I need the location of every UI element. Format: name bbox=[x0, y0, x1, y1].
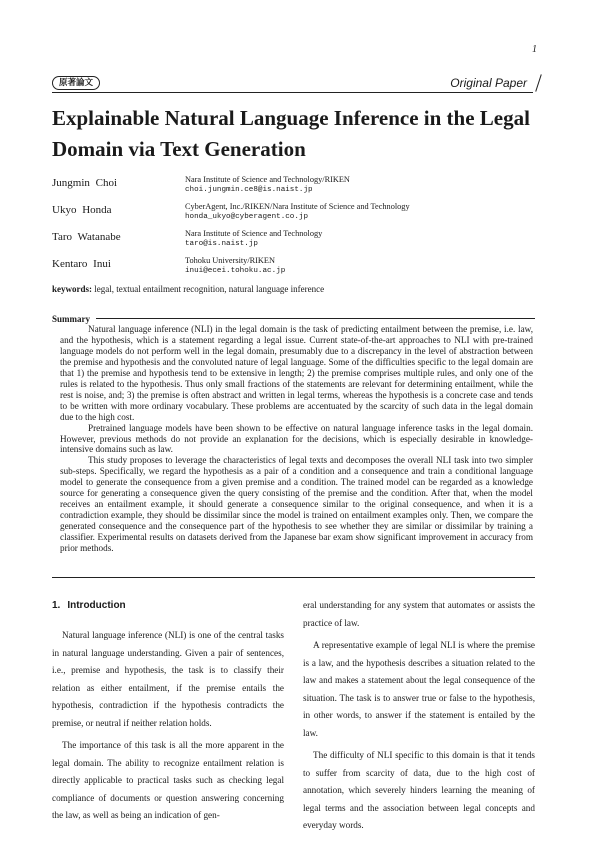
body-paragraph: The difficulty of NLI specific to this domain is that it tends to suffer from scarcity of data, due to the high cost of annotation, which severely hinders learning the meaning of legal terms and the association between legal concepts and everyday words. bbox=[303, 750, 535, 830]
header-slash-divider bbox=[535, 74, 542, 91]
section-number: 1. bbox=[52, 600, 61, 611]
author-email: choi.jungmin.ce8@is.naist.jp bbox=[185, 186, 313, 194]
summary-paragraph: This study proposes to leverage the characteristics of legal texts and decomposes the overall NLI task into two simpler sub-steps. Specifically, we regard the hypothesis as a pair of a condition and a consequence and train a conditional language model to generate the consequence from a given premise and a condition. The trained model can be regarded as a knowledge source for generating a consequence given the query consisting of the premise and the condition. After that, when the model receives an entailment example, it should generate a consequence similar to the original consequence, and when it is a contradiction example, they should be dissimilar since the model is trained on entailment examples only. Then, we compare the generated consequence and the consequence part of the hypothesis to see whether they are similar or dissimilar by training a classifier. Experimental results on datasets derived from the Japanese bar exam show significant improvement in accuracy from prior methods. bbox=[60, 455, 533, 554]
summary-bottom-rule bbox=[52, 577, 535, 578]
paper-title: Explainable Natural Language Inference in the Legal Domain via Text Generation bbox=[52, 106, 530, 161]
author-affiliation-block bbox=[185, 229, 532, 256]
section-title: Introduction bbox=[67, 600, 126, 611]
author-affiliation: Nara Institute of Science and Technology/RIKEN bbox=[185, 175, 350, 184]
body-paragraph: A representative example of legal NLI is where the premise is a law, and the hypothesis describes a situation related to the law and makes a statement about the legal consequence of the situation. The task is to answer true or false to the hypothesis, in other words, to answer if the statement is entailed by the law. bbox=[303, 640, 535, 738]
left-column bbox=[52, 597, 284, 830]
body-paragraph: Natural language inference (NLI) is one of the central tasks in natural language understanding. Given a pair of sentences, i.e., premise and hypothesis, the task is to classify their relation as either entailment, if the premise entails the hypothesis, contradiction if the hypothesis contradicts the premise, or neutral if neither relation holds. bbox=[52, 630, 284, 728]
page-number: 1 bbox=[532, 44, 537, 55]
summary-abstract bbox=[60, 324, 533, 554]
author-email: honda_ukyo@cyberagent.co.jp bbox=[185, 213, 309, 221]
section-heading bbox=[52, 597, 284, 615]
article-category-badge: 原著論文 bbox=[52, 76, 100, 90]
author-affiliation-block bbox=[185, 256, 532, 283]
body-paragraph: The importance of this task is all the more apparent in the legal domain. The ability to recognize entailment relation is directly applicable to practical tasks such as checking legal compliance of documents or question answering concerning the law, as well as being an indication of gen- bbox=[52, 740, 284, 820]
author-entry bbox=[52, 202, 532, 229]
author-name: Kentaro Inui bbox=[52, 258, 111, 270]
author-email: taro@is.naist.jp bbox=[185, 240, 258, 248]
author-affiliation: CyberAgent, Inc./RIKEN/Nara Institute of Science and Technology bbox=[185, 202, 410, 211]
paper-type-label: Original Paper bbox=[450, 76, 527, 90]
summary-rule bbox=[96, 318, 535, 319]
author-entry bbox=[52, 229, 532, 256]
author-affiliation-block bbox=[185, 175, 532, 202]
author-email: inui@ecei.tohoku.ac.jp bbox=[185, 267, 286, 275]
author-name: Taro Watanabe bbox=[52, 231, 121, 243]
author-entry bbox=[52, 175, 532, 202]
body-paragraph-continued: eral understanding for any system that automates or assists the practice of law. bbox=[303, 600, 535, 628]
author-name: Ukyo Honda bbox=[52, 204, 112, 216]
author-entry bbox=[52, 256, 532, 283]
author-list bbox=[52, 175, 532, 283]
summary-paragraph: Pretrained language models have been shown to be effective on natural language inference tasks in the legal domain. However, previous methods do not provide an explanation for the decisions, which is especially desirable in knowledge-intensive domains such as law. bbox=[60, 422, 533, 455]
summary-label: Summary bbox=[52, 314, 90, 324]
keywords-line bbox=[52, 284, 324, 294]
author-affiliation: Nara Institute of Science and Technology bbox=[185, 229, 323, 238]
keywords-label: keywords: bbox=[52, 284, 92, 294]
keywords-text: legal, textual entailment recognition, natural language inference bbox=[94, 284, 325, 294]
author-name: Jungmin Choi bbox=[52, 177, 118, 189]
right-column bbox=[303, 597, 535, 840]
summary-paragraph: Natural language inference (NLI) in the legal domain is the task of predicting entailment between the premise, i.e. law, and the hypothesis, which is a statement regarding a legal issue. Current state-of-the-art approaches to NLI with pre-trained language models do not perform well in the legal domain, presumably due to a discrepancy in the level of abstraction between the premise and hypothesis and the convoluted nature of legal language. Some of the difficulties specific to the legal domain are that 1) the premise and hypothesis tend to be extensive in length; 2) the premise comprises multiple rules, and only one of the rules is related to the hypothesis. Thus only small fractions of the statements are relevant for determining entailment, while the rest is noise, and; 3) the premise is often abstract and written in legal terms, whereas the hypothesis is a concrete case and tends to be written with more ordinary vocabulary. These problems are accentuated by the scarcity of such data in the legal domain due to the high cost. bbox=[60, 324, 533, 422]
header-rule bbox=[52, 92, 533, 93]
author-affiliation: Tohoku University/RIKEN bbox=[185, 256, 275, 265]
author-affiliation-block bbox=[185, 202, 532, 229]
